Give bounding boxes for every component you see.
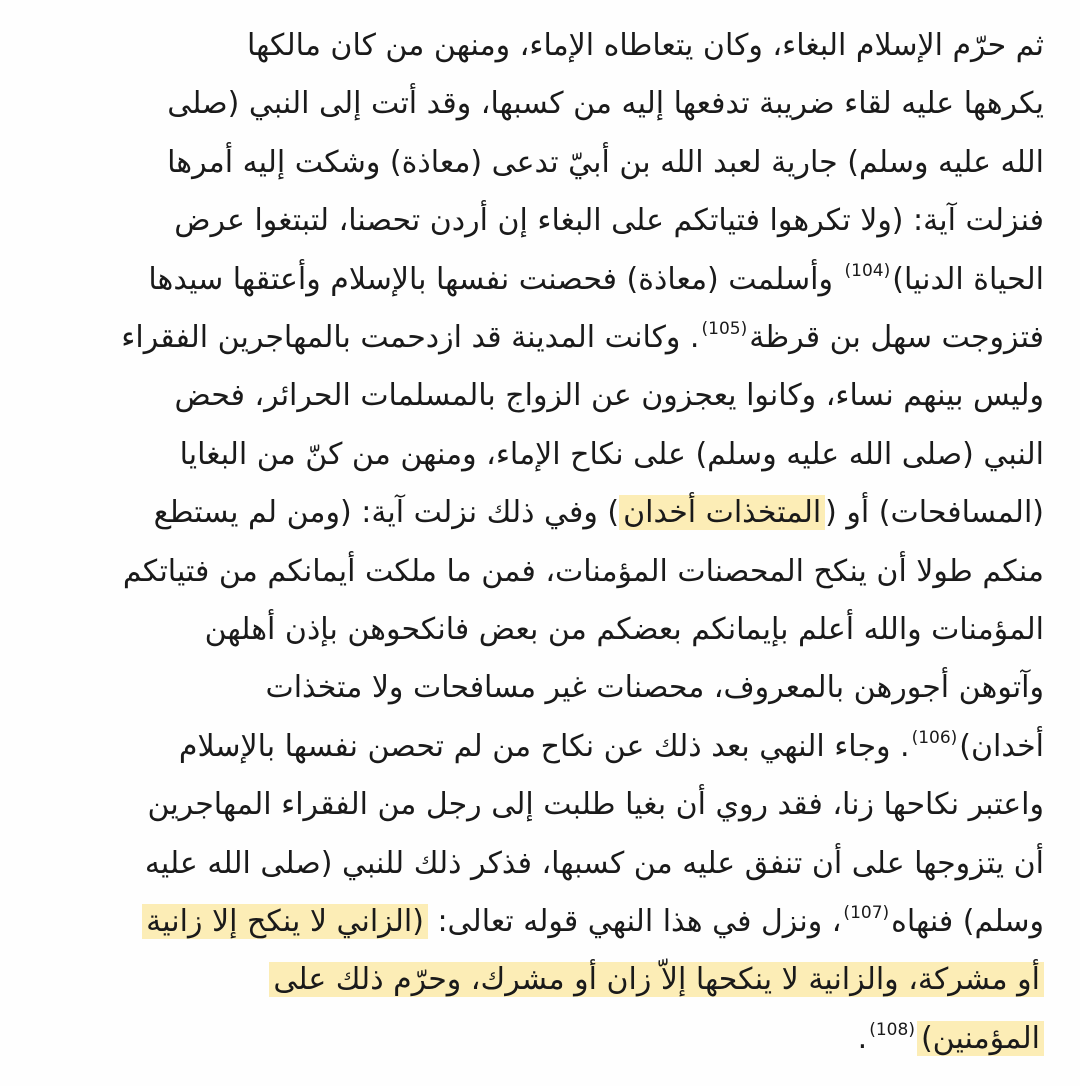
text-segment: ، ونزل في هذا النهي قوله تعالى: (427, 904, 842, 939)
text-segment: . وكانت المدينة قد ازدحمت بالمهاجرين الفقراء (121, 320, 700, 355)
text-segment: وليس بينهم نساء، وكانوا يعجزون عن الزواج بالمسلمات الحرائر، فحض (174, 378, 1044, 414)
highlighted-text: المؤمنين) (917, 1021, 1044, 1056)
text-segment: وأسلمت (معاذة) فحصنت نفسها بالإسلام وأعتقها سيدها (148, 261, 843, 297)
text-segment: أخدان) (959, 728, 1044, 764)
text-line (180, 429, 1044, 481)
highlighted-text: المتخذات أخدان (619, 495, 825, 530)
text-segment: . وجاء النهي بعد ذلك عن نكاح من لم تحصن نفسها بالإسلام (178, 728, 910, 764)
text-line (205, 604, 1044, 656)
text-line (142, 896, 1044, 948)
text-segment: المؤمنات والله أعلم بإيمانكم بعضكم من بعض فانكحوهن بإذن أهلهن (204, 612, 1044, 647)
text-segment: أن يتزوجها على أن تنفق عليه من كسبها، فذكر ذلك للنبي (صلى الله عليه (144, 845, 1044, 881)
text-line (269, 954, 1044, 1006)
text-segment: الله عليه وسلم) جارية لعبد الله بن أبيّ تدعى (معاذة) وشكت إليه أمرها (167, 144, 1044, 180)
text-line (167, 78, 1044, 130)
highlighted-text: (الزاني لا ينكح إلا زانية (142, 904, 428, 939)
text-segment: (المسافحات) أو ( (825, 495, 1044, 531)
text-line (167, 137, 1044, 189)
text-line (174, 370, 1044, 422)
text-line (121, 312, 1044, 364)
footnote-marker: (105) (701, 319, 748, 339)
text-line (247, 20, 1044, 72)
text-line (174, 195, 1044, 247)
text-line (179, 721, 1044, 773)
text-line (154, 487, 1044, 539)
footnote-marker: (104) (844, 260, 891, 281)
text-segment: يكرهها عليه لقاء ضريبة تدفعها إليه من كسبها، وقد أتت إلى النبي (صلى (167, 86, 1044, 122)
text-line (148, 254, 1044, 306)
footnote-marker: (106) (911, 727, 958, 748)
text-segment: وآتوهن أجورهن بالمعروف، محصنات غير مسافحات ولا متخذات (265, 670, 1044, 706)
text-segment: ثم حرّم الإسلام البغاء، وكان يتعاطاه الإماء، ومنهن من كان مالكها (247, 28, 1044, 63)
text-segment: النبي (صلى الله عليه وسلم) على نكاح الإماء، ومنهن من كنّ من البغايا (179, 436, 1044, 472)
text-line (148, 779, 1045, 831)
text-segment: وسلم) فنهاه (891, 904, 1044, 939)
text-line (858, 1013, 1044, 1065)
footnote-marker: (107) (843, 903, 890, 923)
text-line (265, 662, 1044, 714)
text-segment: منكم طولا أن ينكح المحصنات المؤمنات، فمن ما ملكت أيمانكم من فتياتكم (122, 553, 1044, 589)
text-segment: . (857, 1020, 868, 1056)
text-line (123, 546, 1044, 598)
text-segment: فتزوجت سهل بن قرظة (749, 320, 1044, 355)
text-segment: واعتبر نكاحها زنا، فقد روي أن بغيا طلبت إلى رجل من الفقراء المهاجرين (147, 787, 1044, 823)
text-segment: ) وفي ذلك نزلت آية: (ومن لم يستطع (153, 495, 620, 531)
text-line (145, 838, 1044, 890)
text-segment: فنزلت آية: (ولا تكرهوا فتياتكم على البغاء إن أردن تحصنا، لتبتغوا عرض (174, 203, 1044, 239)
footnote-marker: (108) (869, 1019, 915, 1040)
text-segment: الحياة الدنيا) (892, 261, 1044, 297)
highlighted-text: أو مشركة، والزانية لا ينكحها إلاّ زان أو مشرك، وحرّم ذلك على (269, 962, 1044, 997)
